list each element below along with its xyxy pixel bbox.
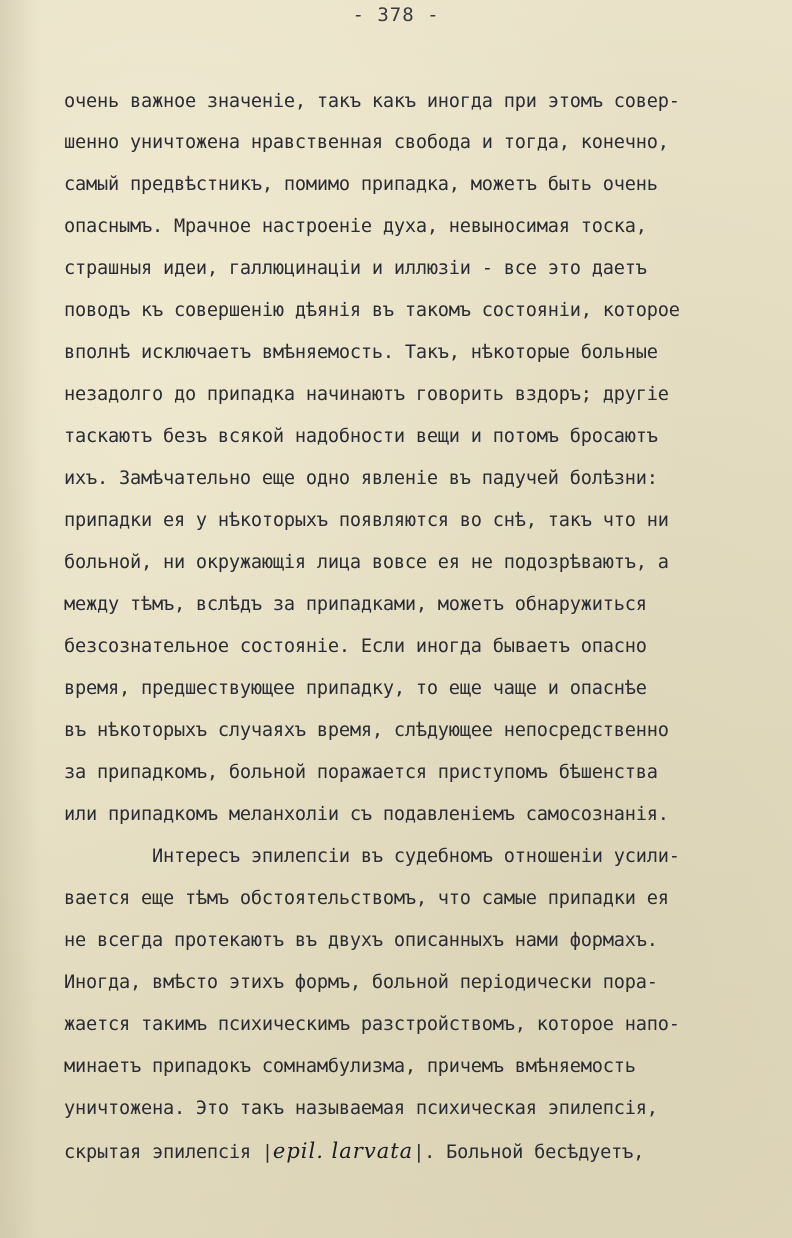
text-line-16: въ нѣкоторыхъ случаяхъ время, слѣдующее непосредственно [64, 720, 669, 741]
text-line-26-start: скрытая эпилепсія | [64, 1142, 273, 1163]
text-line-10: ихъ. Замѣчательно еще одно явленіе въ падучей болѣзни: [64, 468, 658, 489]
handwritten-insert: epil. larvata [272, 1139, 414, 1163]
text-line-24: минаетъ припадокъ сомнамбулизма, причемъ вмѣняемость [64, 1056, 636, 1077]
text-line-8: незадолго до припадка начинаютъ говорить вздоръ; другіе [64, 384, 669, 405]
text-line-15: время, предшествующее припадку, то еще чаще и опаснѣе [64, 678, 647, 699]
text-line-14: безсознательное состояніе. Если иногда бываетъ опасно [64, 636, 647, 657]
text-line-19: Интересъ эпилепсіи въ судебномъ отношеніи усили- [64, 846, 680, 867]
text-line-17: за припадкомъ, больной поражается приступомъ бѣшенства [64, 762, 658, 783]
page-number: - 378 - [352, 4, 440, 26]
text-line-4: опаснымъ. Мрачное настроеніе духа, невыносимая тоска, [64, 216, 647, 237]
text-line-21: не всегда протекаютъ въ двухъ описанныхъ нами формахъ. [64, 930, 658, 951]
text-line-2: шенно уничтожена нравственная свобода и тогда, конечно, [64, 132, 669, 153]
text-line-20: вается еще тѣмъ обстоятельствомъ, что самые припадки ея [64, 888, 669, 909]
text-line-26 [64, 1139, 644, 1165]
text-line-26-end: |. Больной бесѣдуетъ, [413, 1142, 645, 1163]
text-line-3: самый предвѣстникъ, помимо припадка, можетъ быть очень [64, 174, 658, 195]
page-edge-shadow [0, 0, 40, 1238]
text-line-5: страшныя идеи, галлюцинаціи и иллюзіи - все это даетъ [64, 258, 647, 279]
text-line-12: больной, ни окружающія лица вовсе ея не подозрѣваютъ, а [64, 552, 669, 573]
text-line-11: припадки ея у нѣкоторыхъ появляются во снѣ, такъ что ни [64, 510, 669, 531]
text-line-23: жается такимъ психическимъ разстройствомъ, которое напо- [64, 1014, 680, 1035]
text-line-18: или припадкомъ меланхоліи съ подавленіемъ самосознанія. [64, 804, 669, 825]
text-line-6: поводъ къ совершенію дѣянія въ такомъ состояніи, которое [64, 300, 680, 321]
text-line-1: очень важное значеніе, такъ какъ иногда при этомъ совер- [64, 91, 680, 112]
text-line-7: вполнѣ исключаетъ вмѣняемость. Такъ, нѣкоторые больные [64, 342, 658, 363]
text-line-22: Иногда, вмѣсто этихъ формъ, больной періодически пора- [64, 972, 658, 993]
text-line-9: таскаютъ безъ всякой надобности вещи и потомъ бросаютъ [64, 426, 658, 447]
text-line-13: между тѣмъ, вслѣдъ за припадками, можетъ обнаружиться [64, 594, 647, 615]
text-line-25: уничтожена. Это такъ называемая психическая эпилепсія, [64, 1098, 658, 1119]
